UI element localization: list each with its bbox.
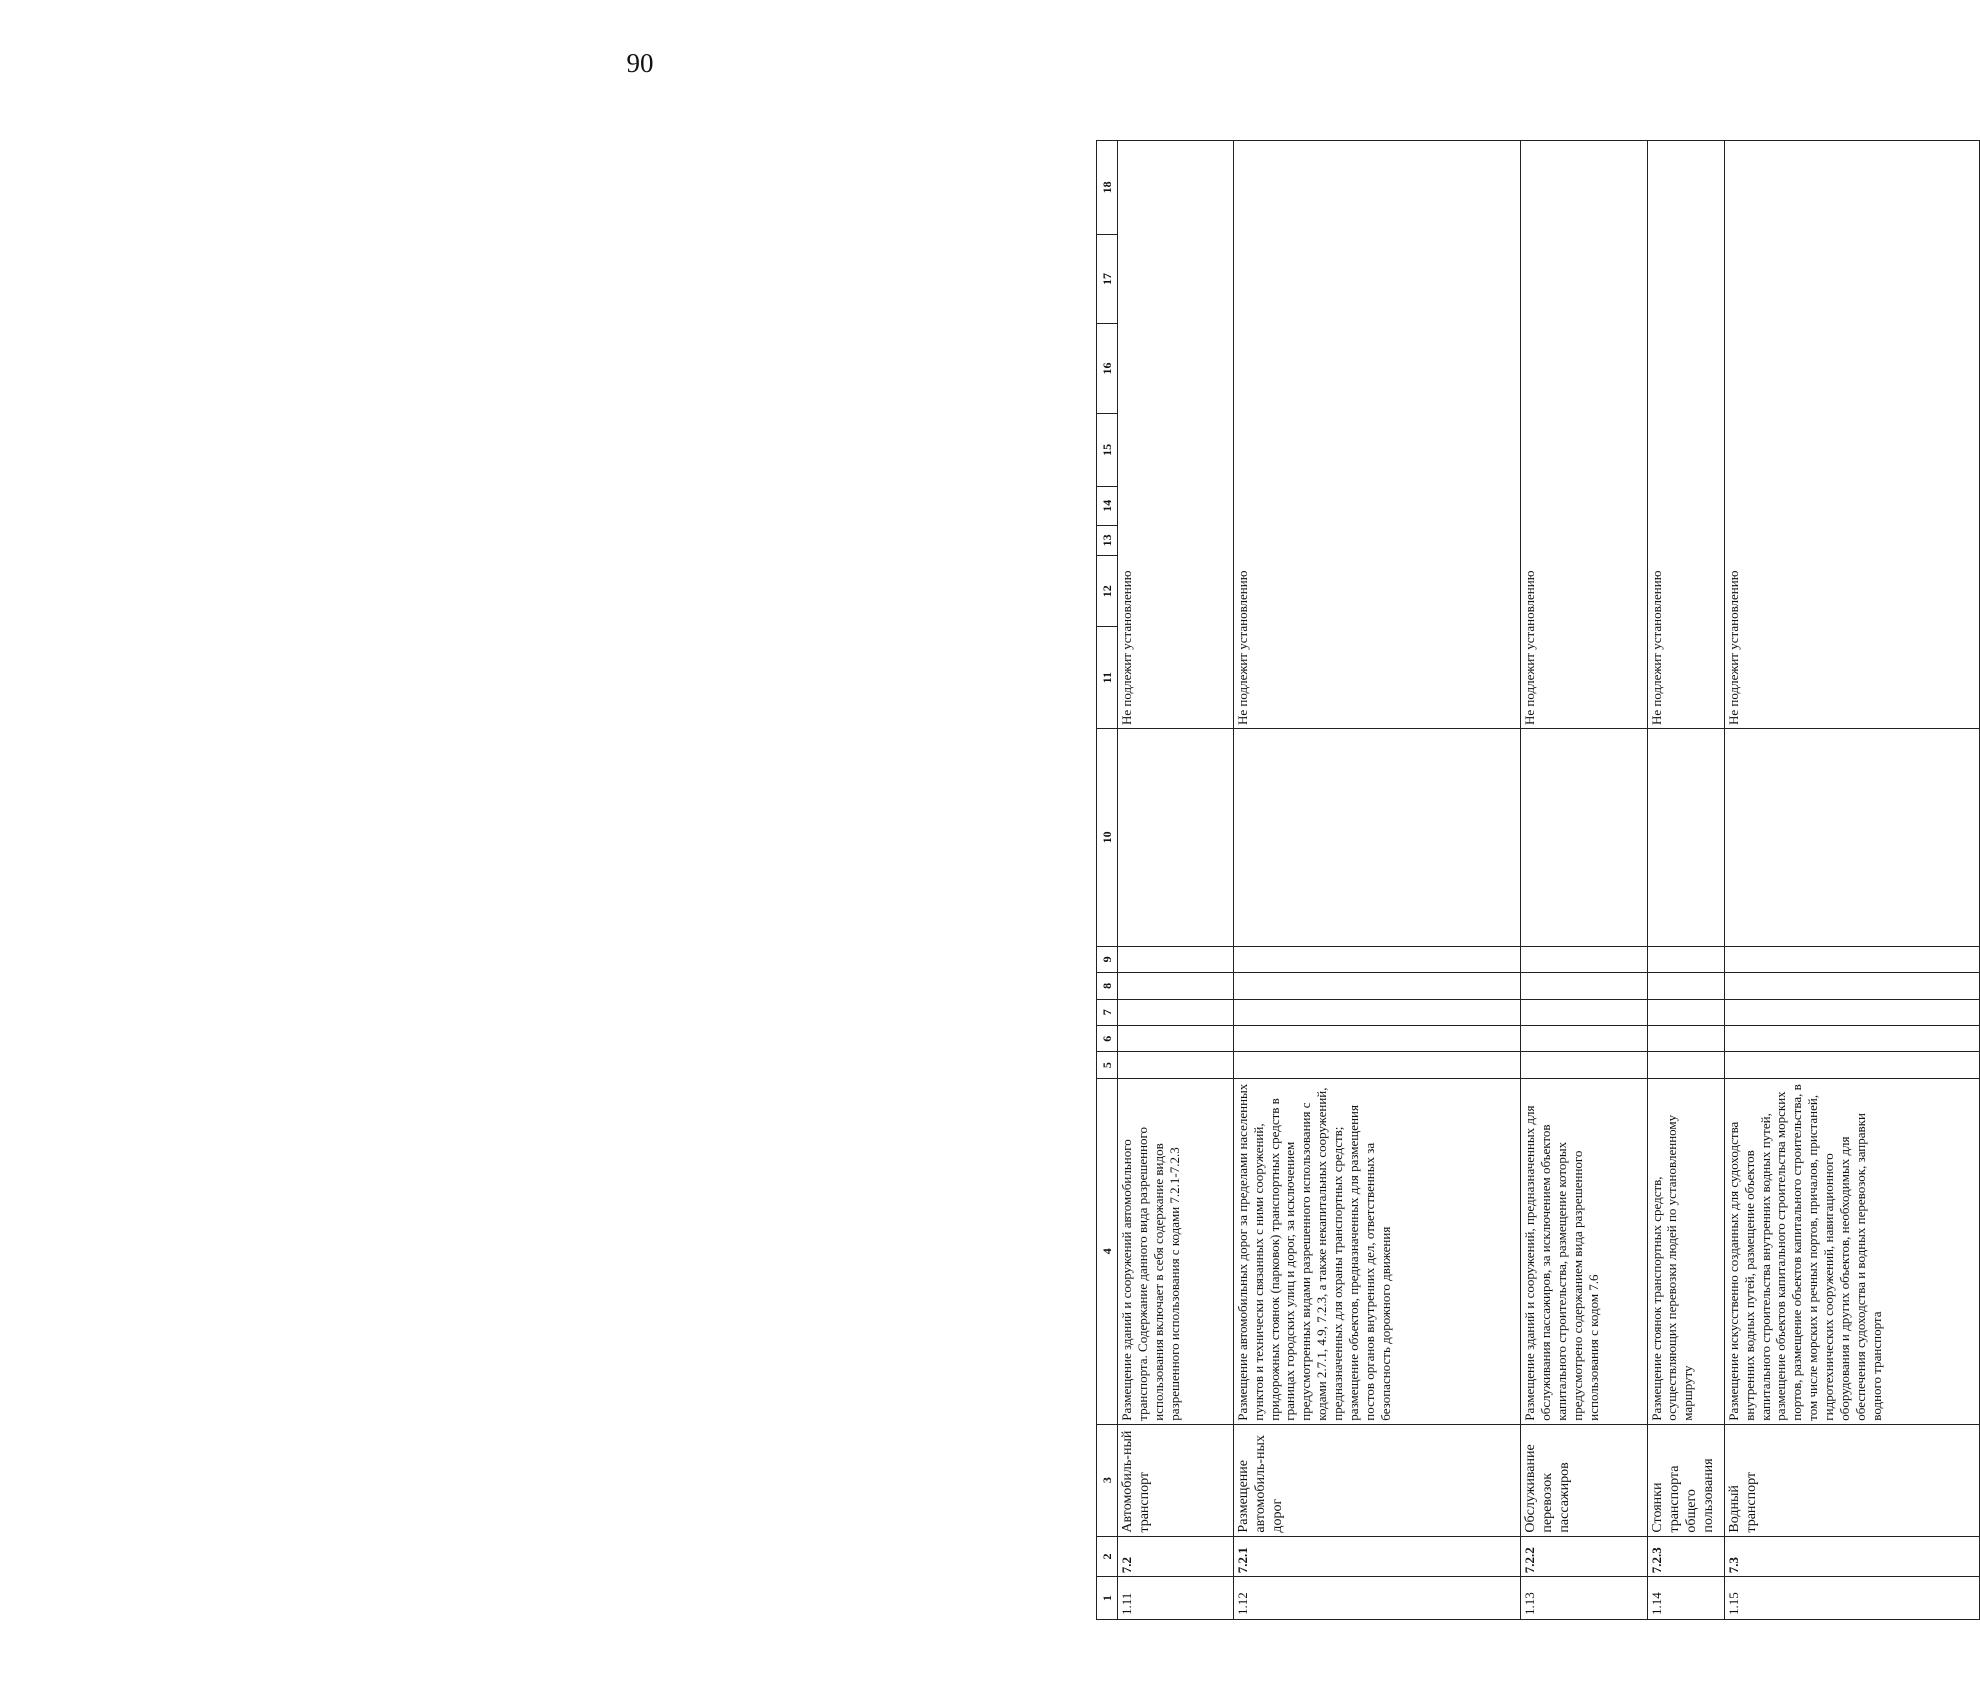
use-code: 7.2.1 xyxy=(1233,1536,1520,1577)
col-header: 2 xyxy=(1097,1536,1118,1577)
row-number: 1.12 xyxy=(1233,1577,1520,1620)
use-description: Размещение автомобильных дорог за пределами населенных пунктов и технически связанных с ними сооружений, придорожных стоянок (парковок) транспортных средств в границах городских улиц и дорог, за исключением предусмотренных видами разрешенного использования с кодами 2.7.1, 4.9, 7.2.3, а также некапитальных сооружений, предназначенных для охраны транспортных средств; размещение объектов, предназначенных для размещения постов органов внутренних дел, ответственных за безопасность дорожного движения xyxy=(1233,1078,1520,1424)
row-number: 1.14 xyxy=(1647,1577,1724,1620)
empty-cell xyxy=(1233,973,1520,999)
row-number: 1.11 xyxy=(1118,1577,1234,1620)
land-use-table xyxy=(1096,140,1980,1620)
col-header: 5 xyxy=(1097,1052,1118,1078)
empty-cell xyxy=(1724,1025,1979,1051)
use-code: 7.2 xyxy=(1118,1536,1234,1577)
empty-cell xyxy=(1233,1025,1520,1051)
col-header: 1 xyxy=(1097,1577,1118,1620)
empty-cell xyxy=(1233,946,1520,972)
empty-cell xyxy=(1724,946,1979,972)
col-header: 9 xyxy=(1097,946,1118,972)
table-row xyxy=(1647,141,1724,1620)
col-header: 3 xyxy=(1097,1424,1118,1536)
row-number: 1.15 xyxy=(1724,1577,1979,1620)
col-header: 12 xyxy=(1097,556,1118,627)
empty-cell xyxy=(1724,973,1979,999)
empty-cell xyxy=(1647,1025,1724,1051)
col-header: 16 xyxy=(1097,324,1118,414)
use-name: Стоянки транспорта общего пользования xyxy=(1647,1424,1724,1536)
use-code: 7.2.3 xyxy=(1647,1536,1724,1577)
empty-cell xyxy=(1647,999,1724,1025)
regulation-note: Не подлежит установлению xyxy=(1118,141,1234,729)
use-name: Автомобиль-ный транспорт xyxy=(1118,1424,1234,1536)
use-description: Размещение зданий и сооружений автомобильного транспорта. Содержание данного вида разрешенного использования включает в себя содержание видов разрешенного использования с кодами 7.2.1-7.2.3 xyxy=(1118,1078,1234,1424)
empty-cell xyxy=(1521,999,1648,1025)
col-header: 15 xyxy=(1097,413,1118,486)
regulation-note: Не подлежит установлению xyxy=(1724,141,1979,729)
empty-cell xyxy=(1521,946,1648,972)
page-number: 90 xyxy=(626,48,654,78)
table-row xyxy=(1724,141,1979,1620)
col-header: 4 xyxy=(1097,1078,1118,1424)
col-header: 17 xyxy=(1097,234,1118,324)
col-header: 7 xyxy=(1097,999,1118,1025)
empty-cell xyxy=(1233,1052,1520,1078)
empty-cell xyxy=(1521,1052,1648,1078)
use-name: Водный транспорт xyxy=(1724,1424,1979,1536)
col-header: 6 xyxy=(1097,1025,1118,1051)
empty-cell xyxy=(1118,999,1234,1025)
empty-cell xyxy=(1521,729,1648,947)
empty-cell xyxy=(1233,999,1520,1025)
empty-cell xyxy=(1118,946,1234,972)
empty-cell xyxy=(1233,729,1520,947)
empty-cell xyxy=(1724,1052,1979,1078)
empty-cell xyxy=(1724,999,1979,1025)
use-name: Размещение автомобиль-ных дорог xyxy=(1233,1424,1520,1536)
regulation-note: Не подлежит установлению xyxy=(1521,141,1648,729)
regulation-note: Не подлежит установлению xyxy=(1233,141,1520,729)
col-header: 10 xyxy=(1097,729,1118,947)
col-header: 14 xyxy=(1097,486,1118,525)
table-row xyxy=(1118,141,1234,1620)
table-row xyxy=(1233,141,1520,1620)
empty-cell xyxy=(1647,946,1724,972)
col-header: 18 xyxy=(1097,141,1118,235)
regulation-note: Не подлежит установлению xyxy=(1647,141,1724,729)
use-description: Размещение стоянок транспортных средств, осуществляющих перевозки людей по установленному маршруту xyxy=(1647,1078,1724,1424)
empty-cell xyxy=(1647,973,1724,999)
use-description: Размещение искусственно созданных для судоходства внутренних водных путей, размещение объектов капитального строительства внутренних водных путей, размещение объектов капитального строительства морских портов, размещение объектов капитального строительства, в том числе морских и речных портов, причалов, пристаней, гидротехнических сооружений, навигационного оборудования и других объектов, необходимых для обеспечения судоходства и водных перевозок, заправки водного транспорта xyxy=(1724,1078,1979,1424)
col-header: 8 xyxy=(1097,973,1118,999)
empty-cell xyxy=(1647,1052,1724,1078)
use-description: Размещение зданий и сооружений, предназначенных для обслуживания пассажиров, за исключением объектов капитального строительства, размещение которых предусмотрено содержанием вида разрешенного использования с кодом 7.6 xyxy=(1521,1078,1648,1424)
empty-cell xyxy=(1724,729,1979,947)
row-number: 1.13 xyxy=(1521,1577,1648,1620)
empty-cell xyxy=(1118,1025,1234,1051)
use-code: 7.2.2 xyxy=(1521,1536,1648,1577)
col-header: 11 xyxy=(1097,627,1118,729)
use-code: 7.3 xyxy=(1724,1536,1979,1577)
empty-cell xyxy=(1118,1052,1234,1078)
empty-cell xyxy=(1521,973,1648,999)
use-name: Обслуживание перевозок пассажиров xyxy=(1521,1424,1648,1536)
header-row xyxy=(1097,141,1118,1620)
empty-cell xyxy=(1647,729,1724,947)
empty-cell xyxy=(1118,973,1234,999)
col-header: 13 xyxy=(1097,525,1118,556)
empty-cell xyxy=(1118,729,1234,947)
table-row xyxy=(1521,141,1648,1620)
rotated-table-container xyxy=(1096,140,1980,1620)
empty-cell xyxy=(1521,1025,1648,1051)
